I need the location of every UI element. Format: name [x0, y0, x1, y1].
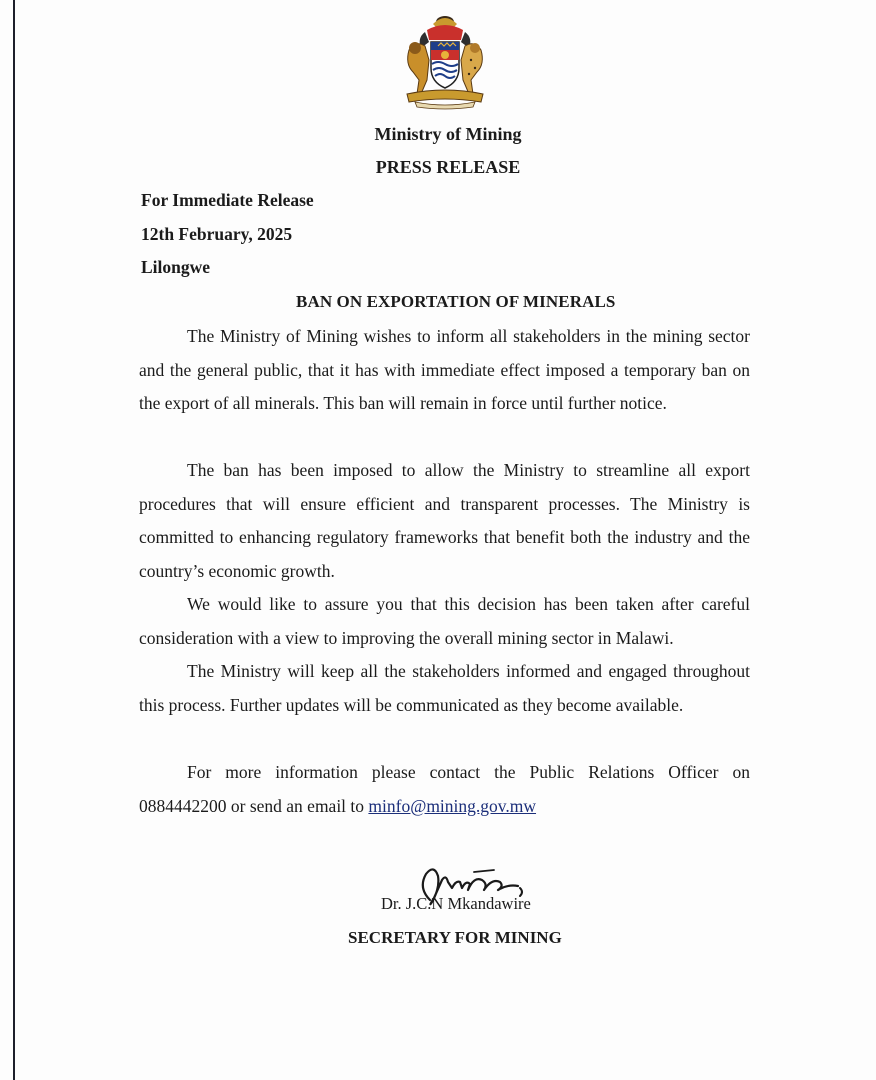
paragraph-5: [139, 756, 750, 823]
paragraph-3: We would like to assure you that this decision has been taken after careful consideration with a view to improving the overall mining sector in Malawi.: [139, 594, 750, 648]
signatory-name: Dr. J.C.N Mkandawire: [381, 894, 531, 913]
release-date: 12th February, 2025: [141, 224, 293, 244]
email-link[interactable]: minfo@mining.gov.mw: [368, 795, 537, 816]
release-notice: For Immediate Release: [141, 190, 314, 210]
release-place: Lilongwe: [141, 257, 211, 277]
coat-of-arms-icon: [395, 10, 495, 110]
paragraph-4: The Ministry will keep all the stakeholders informed and engaged throughout this process. Further updates will be communicated as they become available.: [139, 661, 750, 715]
paragraph-1: The Ministry of Mining wishes to inform all stakeholders in the mining sector and the general public, that it has with immediate effect imposed a temporary ban on the export of all minerals. This ban will remain in force until further notice.: [139, 326, 750, 413]
release-heading: BAN ON EXPORTATION OF MINERALS: [296, 292, 616, 311]
paragraph-2: The ban has been imposed to allow the Ministry to streamline all export procedures that will ensure efficient and transparent processes. The Ministry is committed to enhancing regulatory frameworks that benefit both the industry and the country’s economic growth.: [139, 460, 750, 581]
contact-text: For more information please contact the Public Relations Officer on 0884442200 or send an email to: [139, 762, 750, 816]
document-type: PRESS RELEASE: [375, 157, 521, 177]
ministry-name: Ministry of Mining: [374, 124, 522, 144]
signatory-title: SECRETARY FOR MINING: [348, 928, 562, 947]
